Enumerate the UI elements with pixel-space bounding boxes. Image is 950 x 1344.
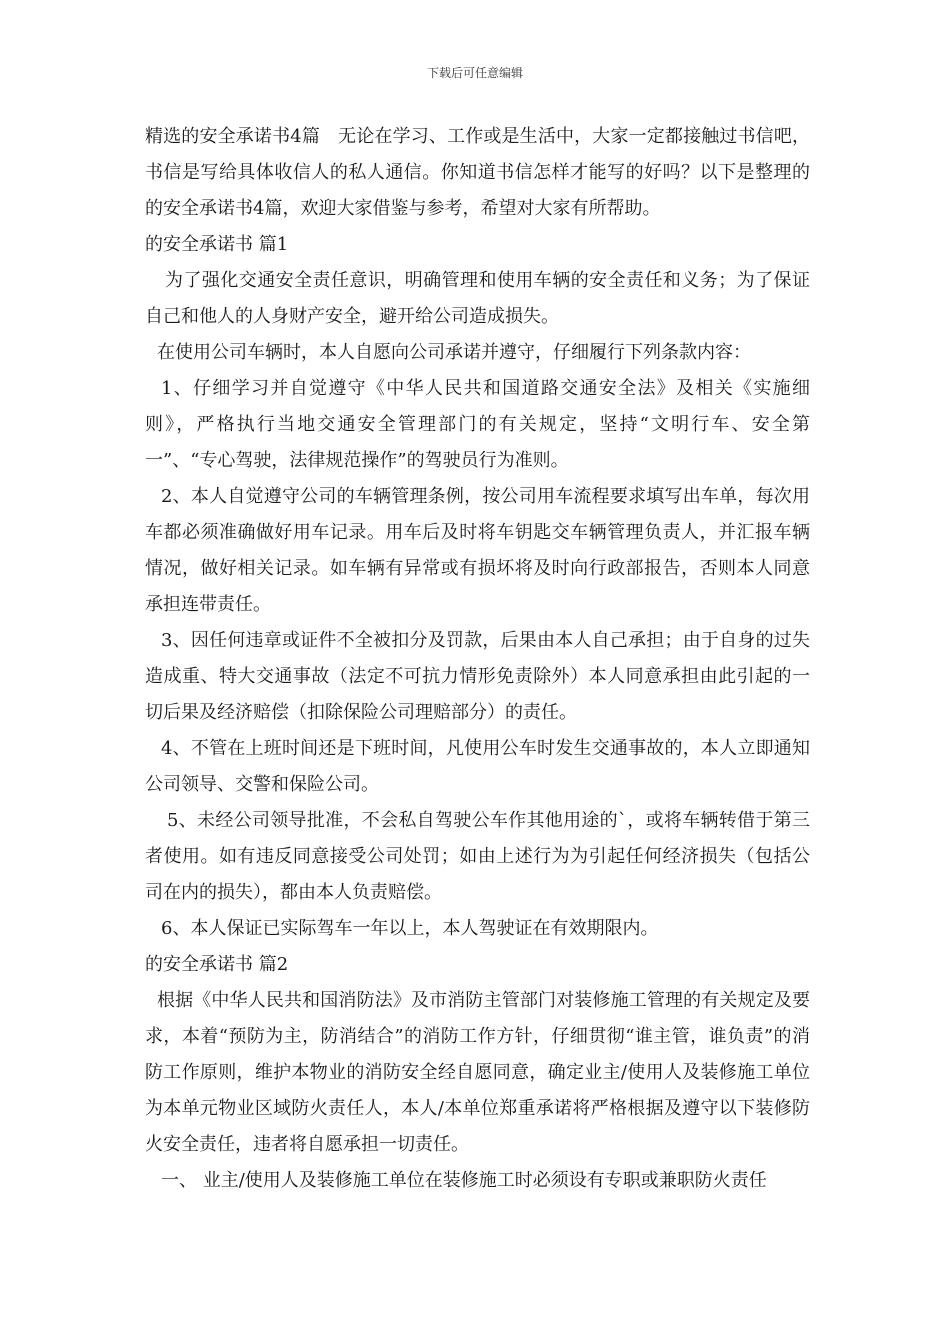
section-2-paragraph-1: 根据《中华人民共和国消防法》及市消防主管部门对装修施工管理的有关规定及要求，本着“预防为主，防消结合”的消防工作方针，仔细贯彻“谁主管，谁负责”的消防工作原则，维护本物业的消防安全经自愿同意，确定业主/使用人及装修施工单位为本单元物业区域防火责任人，本人/本单位郑重承诺将严格根据及遵守以下装修防火安全责任，违者将自愿承担一切责任。 [145, 990, 810, 1155]
section-1-item-3: 3、因任何违章或证件不全被扣分及罚款，后果由本人自己承担；由于自身的过失造成重、特大交通事故（法定不可抗力情形免责除外）本人同意承担由此引起的一切后果及经济赔偿（扣除保险公司理赔部分）的责任。 [145, 630, 810, 723]
section-1-title: 的安全承诺书 篇1 [145, 234, 289, 255]
section-1-item-4: 4、不管在上班时间还是下班时间，凡使用公车时发生交通事故的，本人立即通知公司领导、交警和保险公司。 [145, 738, 810, 795]
section-1-item-6: 6、本人保证已实际驾车一年以上，本人驾驶证在有效期限内。 [161, 918, 659, 939]
section-1-item-2: 2、本人自觉遵守公司的车辆管理条例，按公司用车流程要求填写出车单，每次用车都必须准确做好用车记录。用车后及时将车钥匙交车辆管理负责人，并汇报车辆情况，做好相关记录。如车辆有异常或有损坏将及时向行政部报告，否则本人同意承担连带责任。 [145, 486, 810, 615]
section-1-paragraph-1: 为了强化交通安全责任意识，明确管理和使用车辆的安全责任和义务；为了保证自己和他人的人身财产安全，避开给公司造成损失。 [145, 270, 810, 327]
section-1-item-1: 1、仔细学习并自觉遵守《中华人民共和国道路交通安全法》及相关《实施细则》，严格执行当地交通安全管理部门的有关规定，坚持“文明行车、安全第一”、“专心驾驶，法律规范操作”的驾驶员行为准则。 [145, 378, 810, 471]
section-1-paragraph-2: 在使用公司车辆时，本人自愿向公司承诺并遵守，仔细履行下列条款内容： [157, 342, 751, 363]
section-2-title: 的安全承诺书 篇2 [145, 954, 289, 975]
section-2-item-1: 一、 业主/使用人及装修施工单位在装修施工时必须设有专职或兼职防火责任 [161, 1170, 767, 1191]
page-header: 下载后可任意编辑 [426, 66, 523, 80]
section-1-item-5: 5、未经公司领导批准，不会私自驾驶公车作其他用途的`，或将车辆转借于第三者使用。如有违反同意接受公司处罚；如由上述行为为引起任何经济损失（包括公司在内的损失），都由本人负责赔偿。 [145, 810, 810, 903]
intro-paragraph: 精选的安全承诺书4篇 无论在学习、工作或是生活中，大家一定都接触过书信吧，书信是写给具体收信人的私人通信。你知道书信怎样才能写的好吗？以下是整理的的安全承诺书4篇，欢迎大家借鉴与参考，希望对大家有所帮助。 [145, 126, 810, 219]
document-body [145, 119, 810, 1199]
